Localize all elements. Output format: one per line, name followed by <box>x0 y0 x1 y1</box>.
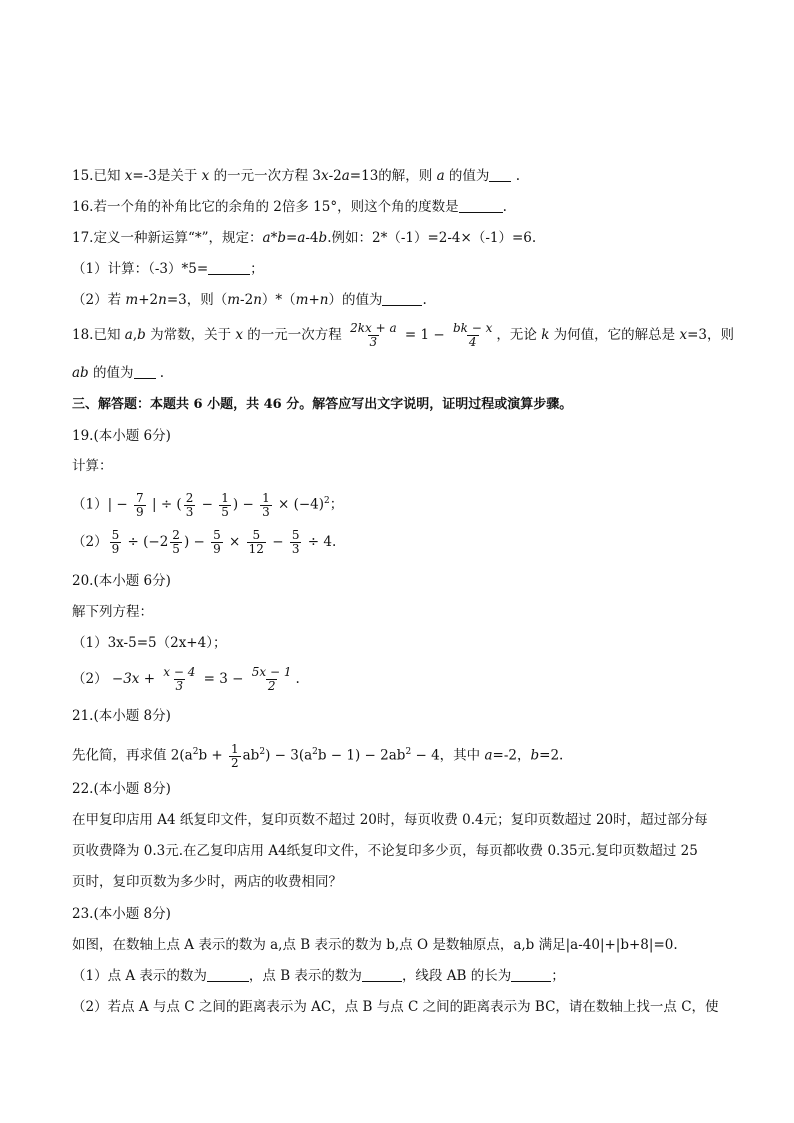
question-18-cont: ab 的值为 . <box>72 365 165 381</box>
answer-blank[interactable] <box>208 260 250 275</box>
answer-blank[interactable] <box>207 967 249 982</box>
question-19-part-1: （1）| − $\frac{7}{9}$ | ÷ ( $\frac{2}{3}$ − $\frac{1}{5}$ ) − $\frac{1}{3}$ × $(-4)^2$； <box>72 490 344 519</box>
question-23-part-2: （2）若点 A 与点 C 之间的距离表示为 AC，点 B 与点 C 之间的距离表示为 BC，请在数轴上找一点 C，使 <box>72 999 719 1015</box>
question-19-intro: 计算： <box>72 458 113 474</box>
question-22-line-3: 页时，复印页数为多少时，两店的收费相同？ <box>72 874 342 890</box>
answer-blank[interactable] <box>511 967 551 982</box>
fraction: $\frac{2kx + a}{3}$ <box>350 321 397 349</box>
fraction: $\frac{bk - x}{4}$ <box>453 321 493 349</box>
question-20-intro: 解下列方程： <box>72 604 153 620</box>
question-17-part-2: （2）若 m+2n=3，则（m-2n）*（m+n）的值为 . <box>72 292 427 308</box>
section-heading: 三、解答题：本题共 6 小题，共 46 分。解答应写出文字说明，证明过程或演算步骤。 <box>72 397 573 412</box>
answer-blank[interactable] <box>134 364 156 379</box>
question-21-heading: 21.(本小题 8分) <box>72 708 171 724</box>
question-19-heading: 19.(本小题 6分) <box>72 428 171 444</box>
question-23-part-1: （1）点 A 表示的数为 ，点 B 表示的数为 ，线段 AB 的长为 ； <box>72 968 565 984</box>
question-21-body: 先化简，再求值 $2(a^2b$ + $\frac{1}{2}$ $ab^2) - 3(a^2b - 1) - 2ab^2 - 4$，其中 a=-2，b=2. <box>72 741 564 770</box>
question-17-part-1: （1）计算：（-3）*5= ； <box>72 261 264 277</box>
question-22-heading: 22.(本小题 8分) <box>72 781 171 797</box>
question-23-line-1: 如图，在数轴上点 A 表示的数为 a,点 B 表示的数为 b,点 O 是数轴原点，a,b 满足|a-40|+|b+8|=0. <box>72 937 678 953</box>
question-19-part-2: （2） $\frac{5}{9}$ ÷ (−2 $\frac{2}{5}$ ) − $\frac{5}{9}$ × $\frac{5}{12}$ − $\frac{5}{3}$ ÷ 4. <box>72 528 337 556</box>
answer-blank[interactable] <box>382 291 422 306</box>
question-23-heading: 23.(本小题 8分) <box>72 906 171 922</box>
answer-blank[interactable] <box>459 198 503 213</box>
question-16: 16.若一个角的补角比它的余角的 2倍多 15°，则这个角的度数是 . <box>72 199 507 215</box>
question-15: 15.已知 x=-3是关于 x 的一元一次方程 3x-2a=13的解，则 a 的值为 . <box>72 168 521 184</box>
question-18: 18.已知 a,b 为常数，关于 x 的一元一次方程 $\frac{2kx + a}{3}$ = 1 − $\frac{bk - x}{4}$ ，无论 k 为何值，它的解总是 x=3，则 <box>72 321 735 349</box>
question-22-line-1: 在甲复印店用 A4 纸复印文件，复印页数不超过 20时，每页收费 0.4元；复印页数超过 20时，超过部分每 <box>72 812 708 828</box>
answer-blank[interactable] <box>489 167 511 182</box>
question-20-part-2: （2） −3x + $\frac{x - 4}{3}$ = 3 − $\frac{5x - 1}{2}$ . <box>72 665 300 693</box>
question-22-line-2: 页收费降为 0.3元.在乙复印店用 A4纸复印文件，不论复印多少页，每页都收费 0.35元.复印页数超过 25 <box>72 843 698 859</box>
question-20-part-1: （1）3x-5=5（2x+4）； <box>72 635 227 651</box>
question-20-heading: 20.(本小题 6分) <box>72 573 171 589</box>
question-17: 17.定义一种新运算“*”，规定：a*b=a-4b.例如：2*（-1）=2-4×（-1）=6. <box>72 230 537 246</box>
answer-blank[interactable] <box>362 967 402 982</box>
